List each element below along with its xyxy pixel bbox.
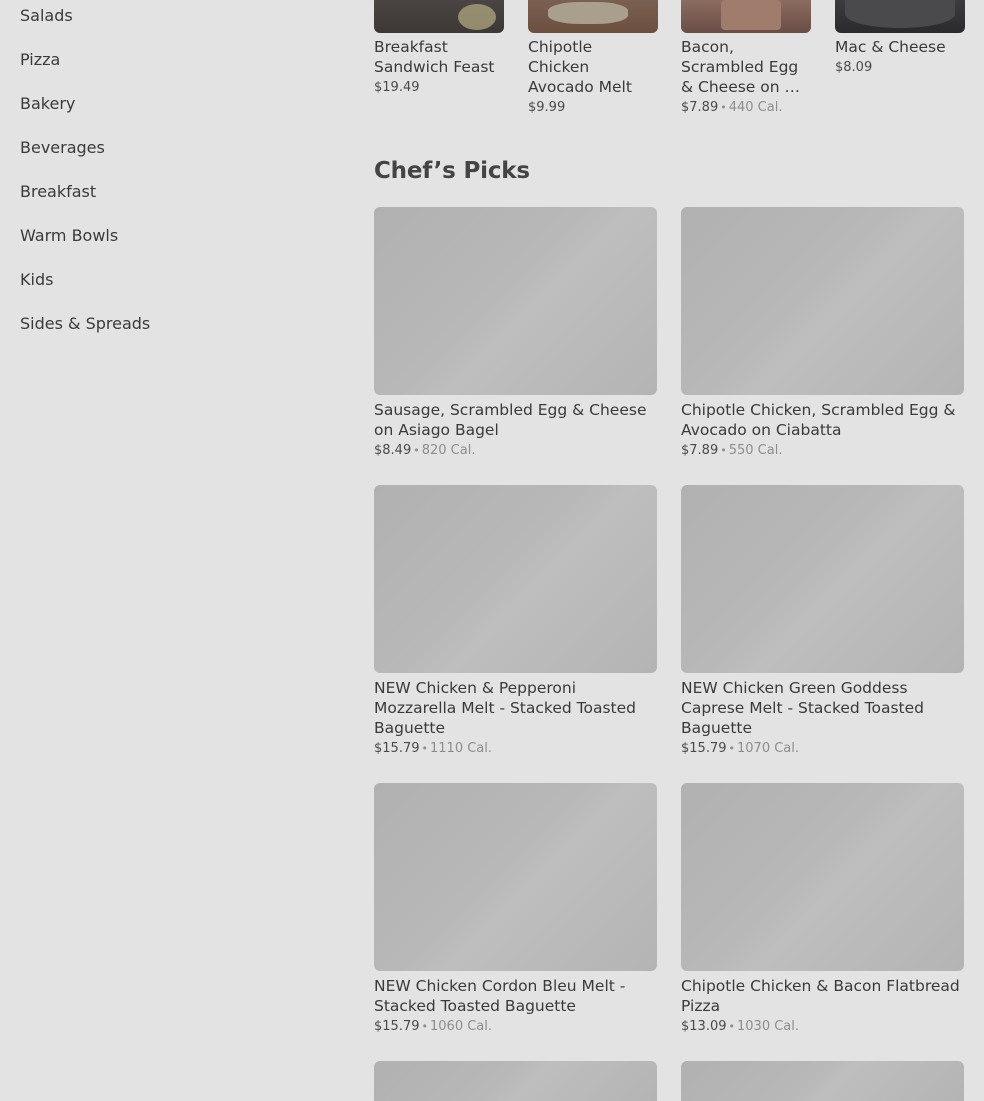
item-meta — [374, 442, 657, 460]
item-name: Mac & Cheese — [835, 38, 946, 56]
sidebar-item-pizza[interactable]: Pizza — [20, 50, 61, 69]
menu-item-card[interactable] — [374, 783, 657, 1036]
item-meta — [835, 59, 965, 77]
item-name: Chipotle Chicken & Bacon Flatbread Pizza — [681, 977, 960, 1015]
meta-separator: • — [413, 444, 420, 457]
item-meta — [681, 99, 811, 117]
item-image-placeholder — [681, 783, 964, 971]
item-price: $15.79 — [374, 741, 420, 756]
item-image-placeholder — [681, 1061, 964, 1101]
item-image — [528, 0, 658, 33]
item-name: Chipotle Chicken, Scrambled Egg & Avocado on Ciabatta — [681, 401, 956, 439]
menu-item-card[interactable] — [681, 485, 964, 758]
item-image — [835, 0, 965, 33]
item-meta — [681, 740, 964, 758]
sidebar-item-beverages[interactable]: Beverages — [20, 138, 105, 157]
item-price: $8.09 — [835, 60, 873, 75]
meta-separator: • — [728, 1020, 735, 1033]
menu-item-card[interactable] — [835, 0, 965, 77]
sidebar-item-salads[interactable]: Salads — [20, 6, 73, 25]
item-name: NEW Chicken Green Goddess Caprese Melt - Stacked Toasted Baguette — [681, 679, 925, 737]
menu-item-card[interactable] — [374, 0, 504, 97]
item-name: NEW Chicken & Pepperoni Mozzarella Melt - Stacked Toasted Baguette — [374, 679, 636, 737]
item-meta — [681, 1018, 964, 1036]
item-image-placeholder — [681, 207, 964, 395]
item-price: $9.99 — [528, 100, 566, 115]
item-image-placeholder — [374, 207, 657, 395]
menu-main — [374, 0, 964, 1034]
sidebar-item-breakfast[interactable]: Breakfast — [20, 182, 97, 201]
item-image-placeholder — [374, 485, 657, 673]
meta-separator: • — [720, 101, 727, 114]
meta-separator: • — [720, 444, 727, 457]
item-calories: 1060 Cal. — [430, 1019, 493, 1034]
item-image-placeholder — [374, 1061, 657, 1101]
section-title-chefs-picks: Chef’s Picks — [374, 158, 530, 184]
item-meta — [374, 79, 504, 97]
item-price: $7.89 — [681, 443, 719, 458]
sidebar-item-bakery[interactable]: Bakery — [20, 94, 76, 113]
item-meta — [681, 442, 964, 460]
menu-item-card[interactable] — [681, 207, 964, 460]
item-meta — [374, 1018, 657, 1036]
item-meta — [528, 99, 658, 117]
sidebar-item-sides-spreads[interactable]: Sides & Spreads — [20, 314, 151, 333]
item-image-placeholder — [374, 783, 657, 971]
item-meta — [374, 740, 657, 758]
item-price: $15.79 — [374, 1019, 420, 1034]
item-calories: 1110 Cal. — [430, 741, 493, 756]
item-price: $15.79 — [681, 741, 727, 756]
item-name: NEW Chicken Cordon Bleu Melt - Stacked Toasted Baguette — [374, 977, 626, 1015]
item-calories: 820 Cal. — [421, 443, 476, 458]
menu-item-card[interactable] — [374, 485, 657, 758]
category-sidebar — [20, 0, 320, 352]
menu-item-card[interactable] — [374, 207, 657, 460]
item-name: Breakfast Sandwich Feast — [374, 38, 495, 76]
menu-item-card[interactable] — [528, 0, 658, 117]
item-name: Sausage, Scrambled Egg & Cheese on Asiago Bagel — [374, 401, 647, 439]
sidebar-item-warm-bowls[interactable]: Warm Bowls — [20, 226, 119, 245]
menu-item-card[interactable] — [681, 1061, 964, 1101]
menu-item-card[interactable] — [681, 0, 811, 117]
meta-separator: • — [421, 1020, 428, 1033]
menu-item-card[interactable] — [374, 1061, 657, 1101]
sidebar-item-kids[interactable]: Kids — [20, 270, 54, 289]
item-name: Bacon, Scrambled Egg & Cheese on … — [681, 38, 801, 96]
featured-items-row — [374, 0, 964, 140]
item-image — [374, 0, 504, 33]
item-price: $13.09 — [681, 1019, 727, 1034]
item-image-placeholder — [681, 485, 964, 673]
item-price: $7.89 — [681, 100, 719, 115]
meta-separator: • — [421, 742, 428, 755]
menu-item-card[interactable] — [681, 783, 964, 1036]
item-calories: 440 Cal. — [728, 100, 783, 115]
item-image — [681, 0, 811, 33]
item-calories: 550 Cal. — [728, 443, 783, 458]
item-price: $8.49 — [374, 443, 412, 458]
item-calories: 1070 Cal. — [737, 741, 800, 756]
item-name: Chipotle Chicken Avocado Melt — [528, 38, 632, 96]
item-calories: 1030 Cal. — [737, 1019, 800, 1034]
meta-separator: • — [728, 742, 735, 755]
item-price: $19.49 — [374, 80, 420, 95]
